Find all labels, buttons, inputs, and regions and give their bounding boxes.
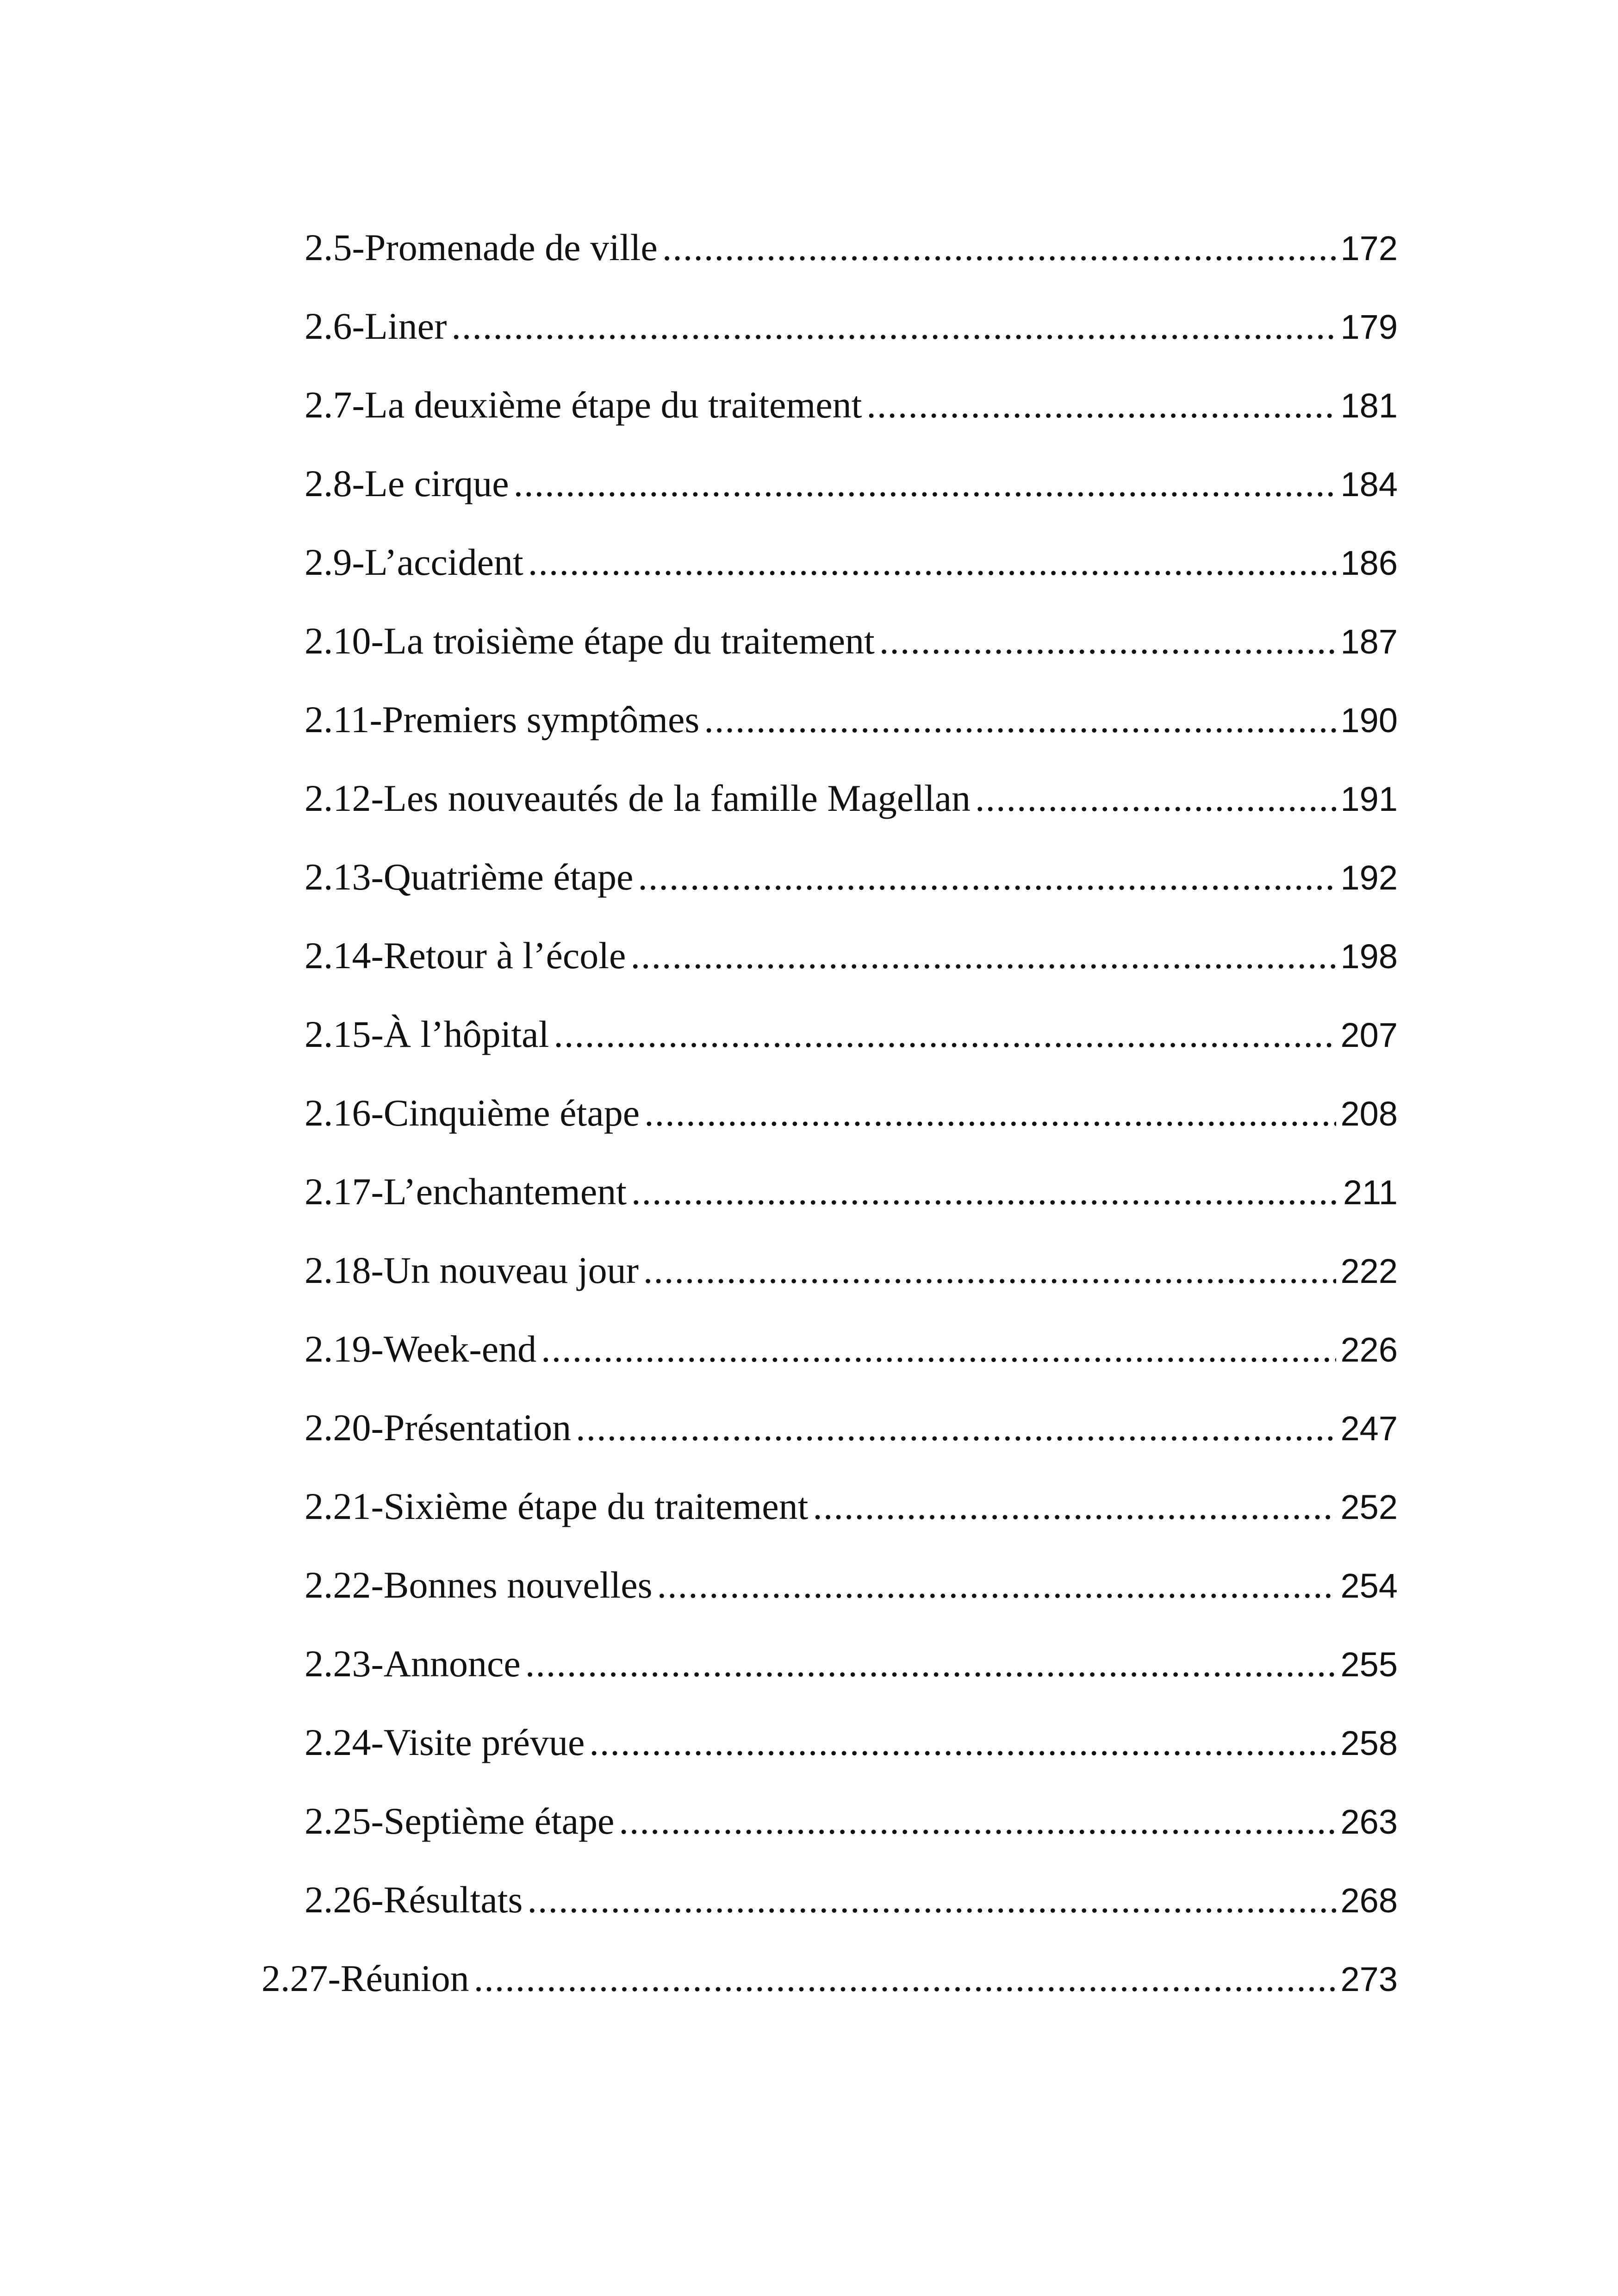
- toc-entry-page-number: 268: [1340, 1881, 1398, 1920]
- toc-entry-line: [305, 1703, 1398, 1782]
- toc-entry[interactable]: [0, 1624, 1618, 1703]
- toc-entry-page-number: 247: [1340, 1409, 1398, 1448]
- dot-leader: [451, 287, 1336, 366]
- dot-leader: [541, 1310, 1336, 1388]
- toc-entry[interactable]: [0, 1860, 1618, 1939]
- toc-entry-page-number: 255: [1340, 1645, 1398, 1684]
- dot-leader: [474, 1939, 1336, 2018]
- toc-entry-title: 2.26-Résultats: [305, 1879, 523, 1921]
- toc-entry[interactable]: [0, 1231, 1618, 1310]
- toc-entry-title: 2.12-Les nouveautés de la famille Magellan: [305, 777, 971, 819]
- toc-entry[interactable]: [0, 1310, 1618, 1388]
- toc-entry[interactable]: [0, 444, 1618, 523]
- dot-leader: [662, 208, 1336, 287]
- dot-leader: [525, 1624, 1336, 1703]
- toc-entry-page-number: 184: [1340, 465, 1398, 504]
- toc-entry[interactable]: [0, 287, 1618, 366]
- toc-entry[interactable]: [0, 680, 1618, 759]
- toc-entry-line: [305, 287, 1398, 366]
- toc-entry-line: [305, 1310, 1398, 1388]
- table-of-contents: [0, 208, 1618, 2018]
- toc-entry-title: 2.5-Promenade de ville: [305, 226, 658, 268]
- dot-leader: [619, 1782, 1336, 1860]
- toc-entry-title: 2.6-Liner: [305, 305, 447, 347]
- toc-entry-line: [305, 602, 1398, 680]
- toc-entry-page-number: 263: [1340, 1803, 1398, 1841]
- dot-leader: [975, 759, 1336, 838]
- toc-entry-page-number: 208: [1340, 1095, 1398, 1133]
- dot-leader: [643, 1231, 1336, 1310]
- toc-entry-page-number: 207: [1340, 1016, 1398, 1054]
- toc-entry[interactable]: [0, 523, 1618, 602]
- toc-entry-page-number: 181: [1340, 386, 1398, 425]
- toc-entry-page-number: 179: [1340, 308, 1398, 346]
- toc-entry[interactable]: [0, 1939, 1618, 2018]
- dot-leader: [644, 1074, 1336, 1152]
- toc-entry-page-number: 187: [1340, 622, 1398, 661]
- toc-entry-title: 2.13-Quatrième étape: [305, 856, 634, 898]
- toc-entry-page-number: 186: [1340, 544, 1398, 582]
- toc-entry-title: 2.17-L’enchantement: [305, 1170, 627, 1213]
- toc-entry-page-number: 192: [1340, 859, 1398, 897]
- toc-entry[interactable]: [0, 602, 1618, 680]
- toc-entry-title: 2.23-Annonce: [305, 1643, 521, 1685]
- toc-entry-page-number: 222: [1340, 1252, 1398, 1290]
- toc-entry[interactable]: [0, 916, 1618, 995]
- toc-entry-page-number: 191: [1340, 780, 1398, 818]
- toc-entry-line: [305, 1782, 1398, 1860]
- toc-entry[interactable]: [0, 1703, 1618, 1782]
- toc-entry-title: 2.25-Septième étape: [305, 1800, 615, 1842]
- toc-entry-page-number: 211: [1343, 1173, 1398, 1212]
- toc-entry[interactable]: [0, 366, 1618, 444]
- dot-leader: [527, 1860, 1336, 1939]
- toc-entry-title: 2.24-Visite prévue: [305, 1721, 585, 1763]
- toc-entry-line: [305, 208, 1398, 287]
- toc-entry-line: [305, 1860, 1398, 1939]
- toc-entry-line: [305, 916, 1398, 995]
- toc-entry-title: 2.8-Le cirque: [305, 462, 509, 504]
- toc-entry-page-number: 190: [1340, 701, 1398, 740]
- toc-entry[interactable]: [0, 1388, 1618, 1467]
- toc-entry-line: [305, 1624, 1398, 1703]
- toc-entry-line: [305, 1388, 1398, 1467]
- toc-entry-title: 2.20-Présentation: [305, 1406, 572, 1449]
- toc-entry-line: [305, 1152, 1398, 1231]
- toc-entry-line: [305, 838, 1398, 916]
- toc-entry[interactable]: [0, 208, 1618, 287]
- toc-entry-line: [305, 1074, 1398, 1152]
- toc-entry-line: [305, 1546, 1398, 1624]
- dot-leader: [514, 444, 1336, 523]
- toc-entry-line: [305, 444, 1398, 523]
- toc-entry-title: 2.22-Bonnes nouvelles: [305, 1564, 653, 1606]
- toc-entry[interactable]: [0, 1546, 1618, 1624]
- toc-entry-title: 2.7-La deuxième étape du traitement: [305, 384, 862, 426]
- toc-entry-page-number: 252: [1340, 1488, 1398, 1526]
- toc-entry-line: [305, 1467, 1398, 1546]
- toc-entry-page-number: 198: [1340, 937, 1398, 976]
- dot-leader: [528, 523, 1336, 602]
- toc-entry-title: 2.21-Sixième étape du traitement: [305, 1485, 809, 1527]
- toc-entry[interactable]: [0, 1074, 1618, 1152]
- toc-entry-page-number: 273: [1340, 1960, 1398, 1998]
- toc-entry-title: 2.15-À l’hôpital: [305, 1013, 549, 1055]
- toc-entry-line: [305, 680, 1398, 759]
- toc-entry[interactable]: [0, 1467, 1618, 1546]
- dot-leader: [879, 602, 1336, 680]
- toc-entry-line: [261, 1939, 1398, 2018]
- toc-entry[interactable]: [0, 838, 1618, 916]
- toc-entry-page-number: 226: [1340, 1331, 1398, 1369]
- toc-entry-line: [305, 759, 1398, 838]
- toc-entry-title: 2.9-L’accident: [305, 541, 523, 583]
- dot-leader: [631, 1152, 1338, 1231]
- toc-entry-line: [305, 523, 1398, 602]
- toc-entry-page-number: 254: [1340, 1567, 1398, 1605]
- toc-entry-title: 2.11-Premiers symptômes: [305, 698, 700, 740]
- toc-entry[interactable]: [0, 995, 1618, 1074]
- dot-leader: [638, 838, 1336, 916]
- toc-entry-page-number: 258: [1340, 1724, 1398, 1762]
- dot-leader: [630, 916, 1336, 995]
- dot-leader: [866, 366, 1336, 444]
- toc-entry-line: [305, 1231, 1398, 1310]
- dot-leader: [576, 1388, 1336, 1467]
- dot-leader: [554, 995, 1336, 1074]
- toc-entry-title: 2.27-Réunion: [261, 1957, 469, 1999]
- toc-entry[interactable]: [0, 759, 1618, 838]
- toc-entry-page-number: 172: [1340, 229, 1398, 268]
- toc-entry-title: 2.19-Week-end: [305, 1328, 537, 1370]
- toc-entry-line: [305, 995, 1398, 1074]
- toc-entry-title: 2.14-Retour à l’école: [305, 934, 626, 977]
- toc-entry[interactable]: [0, 1782, 1618, 1860]
- toc-entry-line: [305, 366, 1398, 444]
- toc-entry[interactable]: [0, 1152, 1618, 1231]
- dot-leader: [813, 1467, 1336, 1546]
- toc-entry-title: 2.10-La troisième étape du traitement: [305, 620, 875, 662]
- dot-leader: [657, 1546, 1336, 1624]
- dot-leader: [589, 1703, 1336, 1782]
- dot-leader: [704, 680, 1336, 759]
- toc-entry-title: 2.16-Cinquième étape: [305, 1092, 640, 1134]
- toc-entry-title: 2.18-Un nouveau jour: [305, 1249, 639, 1291]
